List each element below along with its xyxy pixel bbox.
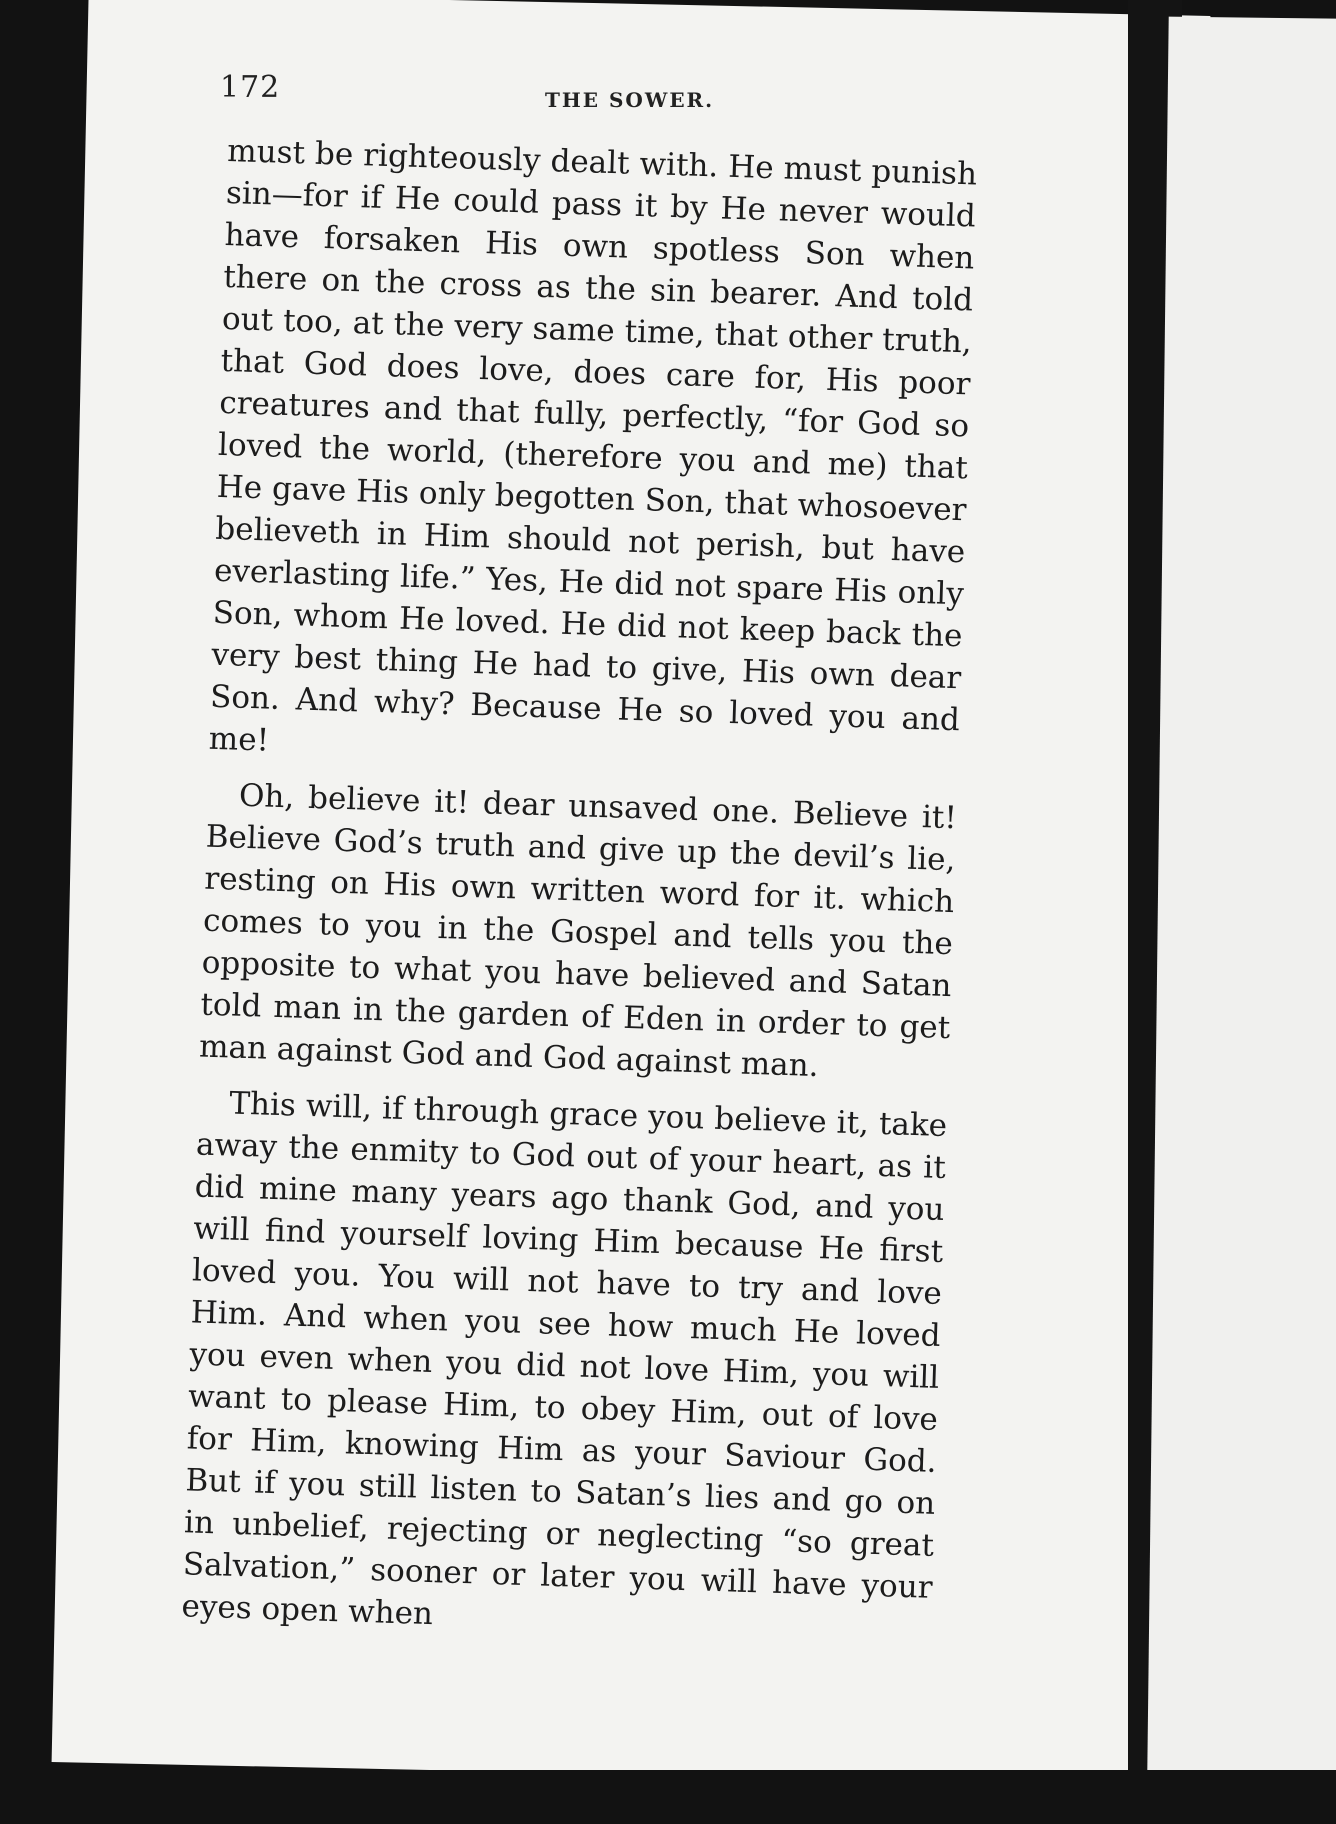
left-page-body <box>181 130 978 1665</box>
page-number: 172 <box>220 70 281 105</box>
scan-bottom-shadow <box>0 1770 1336 1824</box>
running-head: THE SOWER. <box>545 88 715 112</box>
paragraph: must be righteously dealt with. He must punish sin—for if He could pass it by He never would have forsaken His own spotless Son when there on the cross as the sin bearer. And told out too, at the very same time, that other truth, that God does love, does care for, His poor creatures and that fully, perfectly, “for God so loved the world, (therefore you and me) that He gave His only begotten Son, that whosoever believeth in Him should not perish, but have everlasting life.” Yes, He did not spare His only Son, whom He loved. He did not keep back the very best thing He had to give, His own dear Son. And why? Because He so loved you and me! <box>208 132 978 759</box>
paragraph: Oh, believe it! dear unsaved one. Believe it! Believe God’s truth and give up the devil’s lie, resting on His own written word for it. which comes to you in the Gospel and tells you the opposite to what you have believed and Satan told man in the garden of Eden in order to get man against God and God against man. <box>198 777 958 1085</box>
paragraph: This will, if through grace you believe it, take away the enmity to God out of your heart, as it did mine many years ago thank God, and you will find yourself loving Him because He first loved you. You will not have to try and love Him. And when you see how much He loved you even when you did not love Him, you will want to please Him, to obey Him, out of love for Him, knowing Him as your Saviour God. But if you still listen to Satan’s lies and go on in unbelief, rejecting or neglecting “so great Salvation,” sooner or later you will have your eyes open when <box>181 1085 948 1633</box>
right-page <box>1147 17 1336 1774</box>
